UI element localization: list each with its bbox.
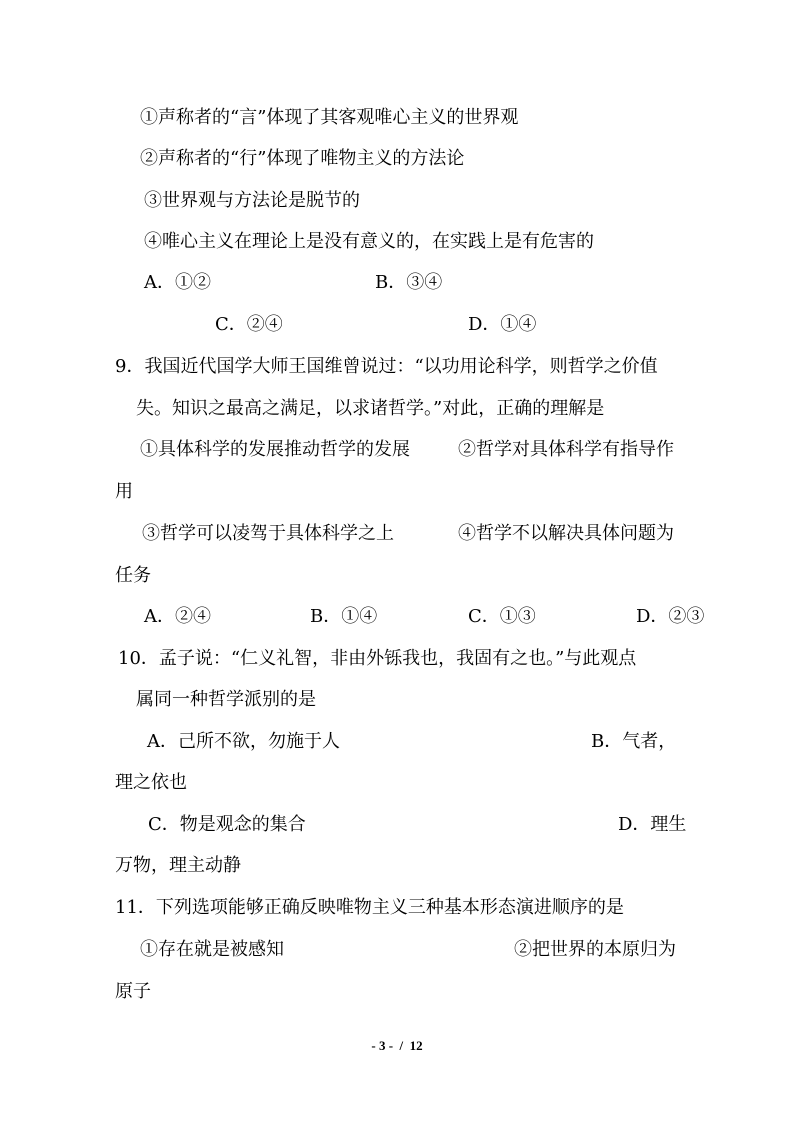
q9-option-d: D．②③ (636, 606, 705, 627)
q10-option-d-cont: 万物，理主动静 (115, 855, 241, 876)
q9-statement-2-cont: 用 (115, 481, 133, 502)
q10-option-b: B．气者， (591, 731, 677, 752)
q11-statement-2-cont: 原子 (115, 981, 151, 1002)
q9-statement-4-cont: 任务 (115, 565, 151, 586)
q9-option-b: B．①④ (310, 606, 378, 627)
q11-statement-2: ②把世界的本原归为 (514, 939, 676, 960)
page-number: - 3 - / 12 (371, 1038, 423, 1053)
q8-statement-3: ③世界观与方法论是脱节的 (144, 190, 360, 211)
q10-option-d: D．理生 (618, 814, 687, 835)
q10-stem-line-1: 10．孟子说：“仁义礼智，非由外铄我也，我固有之也。”与此观点 (118, 648, 637, 669)
q10-option-c: C．物是观念的集合 (148, 814, 306, 835)
q9-stem-line-1: 9．我国近代国学大师王国维曾说过：“以功用论科学，则哲学之价值 (115, 356, 658, 377)
q8-statement-1: ①声称者的“言”体现了其客观唯心主义的世界观 (140, 107, 519, 128)
q8-statement-4: ④唯心主义在理论上是没有意义的，在实践上是有危害的 (144, 231, 594, 252)
q8-option-d: D．①④ (468, 314, 537, 335)
q9-statement-2: ②哲学对具体科学有指导作 (458, 439, 674, 460)
q11-statement-1: ①存在就是被感知 (140, 939, 284, 960)
q10-option-b-cont: 理之依也 (115, 772, 187, 793)
q9-statement-1: ①具体科学的发展推动哲学的发展 (140, 439, 410, 460)
q11-stem: 11．下列选项能够正确反映唯物主义三种基本形态演进顺序的是 (115, 897, 624, 918)
q9-option-a: A．②④ (144, 606, 211, 627)
q8-option-b: B．③④ (375, 272, 443, 293)
q9-stem-line-2: 失。知识之最高之满足，以求诸哲学。”对此，正确的理解是 (136, 398, 605, 419)
q10-stem-line-2: 属同一种哲学派别的是 (136, 689, 316, 710)
q8-option-a: A．①② (144, 272, 211, 293)
q8-statement-2: ②声称者的“行”体现了唯物主义的方法论 (140, 148, 465, 169)
q9-option-c: C．①③ (468, 606, 536, 627)
q9-statement-3: ③哲学可以凌驾于具体科学之上 (142, 523, 394, 544)
q8-option-c: C．②④ (215, 314, 283, 335)
q10-option-a: A．己所不欲，勿施于人 (147, 731, 340, 752)
q9-statement-4: ④哲学不以解决具体问题为 (458, 523, 674, 544)
